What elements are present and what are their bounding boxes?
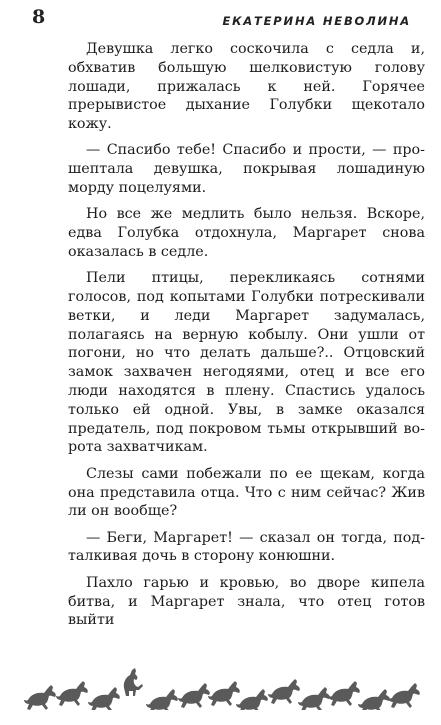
horse-icon (88, 687, 120, 710)
horse-icon (268, 679, 300, 704)
horse-icon (236, 689, 268, 710)
horse-icon (388, 683, 420, 708)
body-text (68, 40, 425, 638)
paragraph: Пели птицы, перекликаясь сотнями голосов, под копытами Голубки потрескивали ветки, и леди Маргарет задумалась, полагаясь на верную кобылу. Они ушли от погони, но что делать дальше?.. Отцовский замок захвачен негодяями, отец и все его люди находятся в плену. Спастись удалось только ей одной. Увы, в замке оказался предатель, под покровом тьмы открывший ворота захватчикам. (68, 270, 425, 456)
page-number: 8 (32, 6, 46, 28)
paragraph: — Беги, Маргарет! — сказал он тогда, подталкивая дочь в сторону конюшни. (68, 529, 425, 565)
horse-icon (178, 683, 210, 708)
paragraph: Пахло гарью и кровью, во дворе кипела битва, и Маргарет знала, что отец готов выйти (68, 574, 425, 629)
horse-icon (124, 668, 143, 696)
horse-icon (298, 687, 330, 710)
paragraph: Девушка легко соскочила с седла и, обхватив большую шелковистую голову лошади, прижалась к ней. Горячее прерывистое дыхание Голубки щекотало кожу. (68, 41, 425, 133)
paragraph: Но все же медлить было нельзя. Вскоре, едва Голубка отдохнула, Маргарет снова оказалась в седле. (68, 206, 425, 260)
horse-icon (56, 681, 88, 706)
horse-icon (24, 685, 56, 710)
running-head: ЕКАТЕРИНА НЕВОЛИНА (222, 14, 411, 28)
paragraph: — Спасибо тебе! Спасибо и прости, — прошептала девушка, покрывая лошадиную морду поцелуями. (68, 142, 425, 197)
horse-icon (146, 689, 178, 710)
horse-border-decoration (22, 662, 420, 710)
horse-icon (208, 681, 240, 706)
horse-icon (328, 681, 360, 706)
horse-icon (358, 689, 390, 710)
paragraph: Слезы сами побежали по ее щекам, когда она представила отца. Что с ним сейчас? Жив ли он вообще? (68, 465, 425, 520)
